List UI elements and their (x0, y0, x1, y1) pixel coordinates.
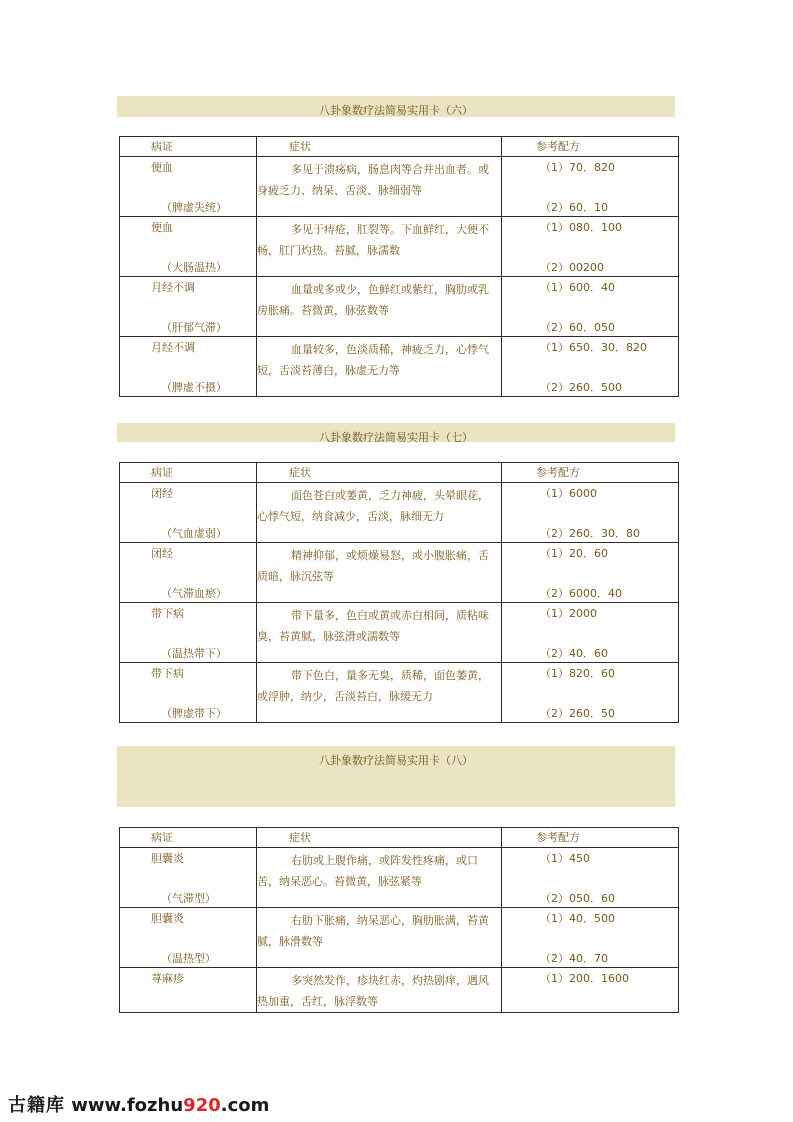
disease-type: （脾虚不摄） (161, 381, 227, 394)
formula-2: （2）6000．40 (540, 587, 622, 600)
symptom-text: 右肋下胀痛，纳呆恶心，胸肋胀满，苔黄腻，脉滑数等 (257, 914, 489, 948)
symptom-text: 带下量多，色白或黄或赤白相间，质粘味臭，苔黄腻，脉弦滑或濡数等 (257, 609, 489, 643)
formula-1: （1）6000 (540, 487, 597, 500)
table-row (120, 217, 679, 277)
disease-name: 带下病 (151, 607, 184, 620)
symptom-text: 血量或多或少，色鲜红或紫红，胸肋或乳房胀痛。苔微黄，脉弦数等 (257, 283, 489, 317)
header-formula: 参考配方 (536, 831, 580, 844)
card-title: 八卦象数疗法简易实用卡（八） (319, 754, 473, 767)
card-title: 八卦象数疗法简易实用卡（六） (319, 104, 473, 117)
disease-name: 带下病 (151, 667, 184, 680)
table-row (120, 543, 679, 603)
formula-1: （1）70．820 (540, 161, 615, 174)
formula-2: （2）60．10 (540, 201, 608, 214)
table-row (120, 157, 679, 217)
table-row (120, 277, 679, 337)
formula-2: （2）00200 (540, 261, 604, 274)
disease-type: （气血虚弱） (161, 527, 227, 540)
table-row (120, 908, 679, 968)
formula-1: （1）200．1600 (540, 972, 629, 985)
symptom-text: 右肋或上腹作痛，或阵发性疼痛，或口苦，纳呆恶心。苔微黄，脉弦紧等 (257, 854, 478, 888)
formula-1: （1）820．60 (540, 667, 615, 680)
table-row (120, 663, 679, 723)
table-header-row (120, 137, 679, 157)
disease-name: 荨麻疹 (151, 972, 184, 985)
symptom-text: 多见于痔疮，肛裂等。下血鲜红，大便不畅，肛门灼热。苔腻，脉濡数 (257, 223, 489, 257)
formula-2: （2）60．050 (540, 321, 615, 334)
formula-2: （2）260．50 (540, 707, 615, 720)
formula-1: （1）650．30．820 (540, 341, 647, 354)
disease-name: 闭经 (151, 487, 173, 500)
disease-name: 胆囊炎 (151, 912, 184, 925)
formula-1: （1）40．500 (540, 912, 615, 925)
disease-type: （温热带下） (161, 647, 227, 660)
card-table (119, 136, 679, 397)
symptom-text: 多见于溃疡病，肠息肉等合并出血者。或身疲乏力、纳呆、舌淡、脉细弱等 (257, 163, 489, 197)
header-formula: 参考配方 (536, 140, 580, 153)
formula-2: （2）050．60 (540, 892, 615, 905)
site-watermark (8, 1091, 269, 1117)
formula-2: （2）40．70 (540, 952, 608, 965)
header-symptoms: 症状 (289, 140, 311, 153)
disease-type: （气滞型） (161, 892, 216, 905)
table-row (120, 337, 679, 397)
brand-name: 古籍库 (8, 1095, 65, 1116)
symptom-text: 带下色白，量多无臭，质稀，面色萎黄，或浮肿，纳少，舌淡苔白，脉缓无力 (257, 669, 489, 703)
card-title: 八卦象数疗法简易实用卡（七） (319, 431, 473, 444)
card-title-banner (117, 96, 675, 117)
url-suffix: .com (220, 1095, 270, 1116)
disease-type: （脾虚失统） (161, 201, 227, 214)
table-row (120, 848, 679, 908)
card-title-banner (117, 746, 675, 807)
header-disease: 病证 (151, 831, 173, 844)
header-disease: 病证 (151, 466, 173, 479)
table-row (120, 968, 679, 1013)
disease-name: 胆囊炎 (151, 852, 184, 865)
table-header-row (120, 828, 679, 848)
disease-name: 月经不调 (151, 341, 195, 354)
formula-2: （2）260．500 (540, 381, 622, 394)
formula-2: （2）40．60 (540, 647, 608, 660)
header-symptoms: 症状 (289, 831, 311, 844)
card-table (119, 827, 679, 1013)
header-symptoms: 症状 (289, 466, 311, 479)
url-number: 920 (183, 1095, 221, 1116)
disease-type: （肝郁气滞） (161, 321, 227, 334)
disease-name: 闭经 (151, 547, 173, 560)
table-header-row (120, 463, 679, 483)
formula-1: （1）600．40 (540, 281, 615, 294)
symptom-text: 血量较多，色淡质稀，神疲乏力，心悸气短，舌淡苔薄白，脉虚无力等 (257, 343, 489, 377)
disease-name: 便血 (151, 221, 173, 234)
formula-1: （1）450 (540, 852, 590, 865)
url-prefix: www.fozhu (71, 1095, 184, 1116)
formula-1: （1）080．100 (540, 221, 622, 234)
symptom-text: 多突然发作，疹块红赤，灼热剧痒，遇风热加重，舌红，脉浮数等 (257, 974, 489, 1008)
formula-1: （1）2000 (540, 607, 597, 620)
header-disease: 病证 (151, 140, 173, 153)
table-row (120, 483, 679, 543)
formula-1: （1）20．60 (540, 547, 608, 560)
disease-name: 月经不调 (151, 281, 195, 294)
symptom-text: 面色苍白或萎黄，乏力神疲，头晕眼花，心悸气短，纳食减少，舌淡，脉细无力 (257, 489, 489, 523)
disease-type: （气滞血瘀） (161, 587, 227, 600)
disease-name: 便血 (151, 161, 173, 174)
disease-type: （温热型） (161, 952, 216, 965)
table-row (120, 603, 679, 663)
formula-2: （2）260．30．80 (540, 527, 640, 540)
disease-type: （脾虚带下） (161, 707, 227, 720)
header-formula: 参考配方 (536, 466, 580, 479)
disease-type: （大肠温热） (161, 261, 227, 274)
card-title-banner (117, 423, 675, 442)
symptom-text: 精神抑郁，或烦燥易怒，或小腹胀痛，舌质暗，脉沉弦等 (257, 549, 489, 583)
card-table (119, 462, 679, 723)
